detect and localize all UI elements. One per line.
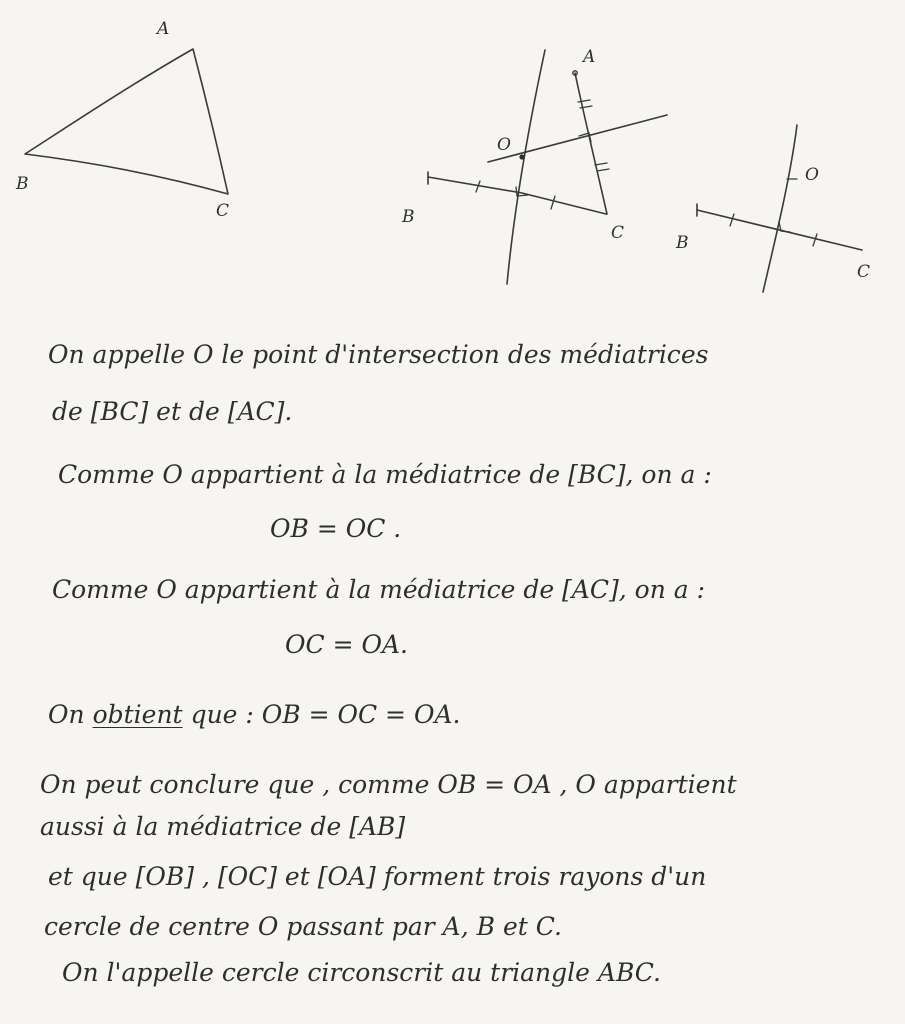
fig1-label-a: A [157,19,170,39]
fig3-label-b: B [676,233,689,253]
figure-triangle-abc [15,19,229,221]
text-line-7-prefix: On [48,700,85,729]
segment-bc [697,210,862,250]
text-line-5: Comme O appartient à la médiatrice de [AC], on a : [52,575,706,604]
figure-segment-bisector [675,125,870,292]
fig2-label-c: C [611,223,625,243]
tick-mark [813,234,817,246]
segment-ac-side [575,73,607,214]
fig3-label-o: O [805,165,819,185]
text-line-3: Comme O appartient à la médiatrice de [BC], on a : [58,460,712,489]
text-line-7 [48,700,460,730]
text-line-7-suffix: que : OB = OC = OA. [190,700,461,729]
text-line-12: On l'appelle cercle circonscrit au triangle ABC. [62,958,661,987]
bisector-segment-bc [763,125,797,292]
fig1-label-c: C [216,201,230,221]
text-line-4: OB = OC . [270,514,402,543]
text-line-11: cercle de centre O passant par A, B et C. [44,912,562,941]
point-o-dot [519,154,524,159]
text-line-2: de [BC] et de [AC]. [52,397,293,426]
fig1-label-b: B [16,174,29,194]
triangle-abc-outline [25,49,228,194]
tick-mark [597,169,609,171]
fig2-label-b: B [402,207,415,227]
tick-mark [551,196,555,209]
fig2-label-a: A [583,47,596,67]
tick-mark [578,100,590,102]
triangle-figures [0,0,905,300]
text-line-7-underlined-word: obtient [92,700,183,729]
figure-bisectors-construction [401,47,667,284]
bisector-bc [507,50,545,284]
bisector-ac [488,115,667,162]
text-line-1: On appelle O le point d'intersection des médiatrices [48,340,709,369]
fig3-label-c: C [857,262,871,282]
text-line-6: OC = OA. [285,630,408,659]
text-line-10: et que [OB] , [OC] et [OA] forment trois rayons d'un [48,862,707,891]
text-line-8: On peut conclure que , comme OB = OA , O appartient [40,770,737,799]
tick-mark [595,163,607,165]
tick-mark [730,214,734,226]
text-line-9: aussi à la médiatrice de [AB] [40,812,406,841]
fig2-label-o: O [497,135,511,155]
